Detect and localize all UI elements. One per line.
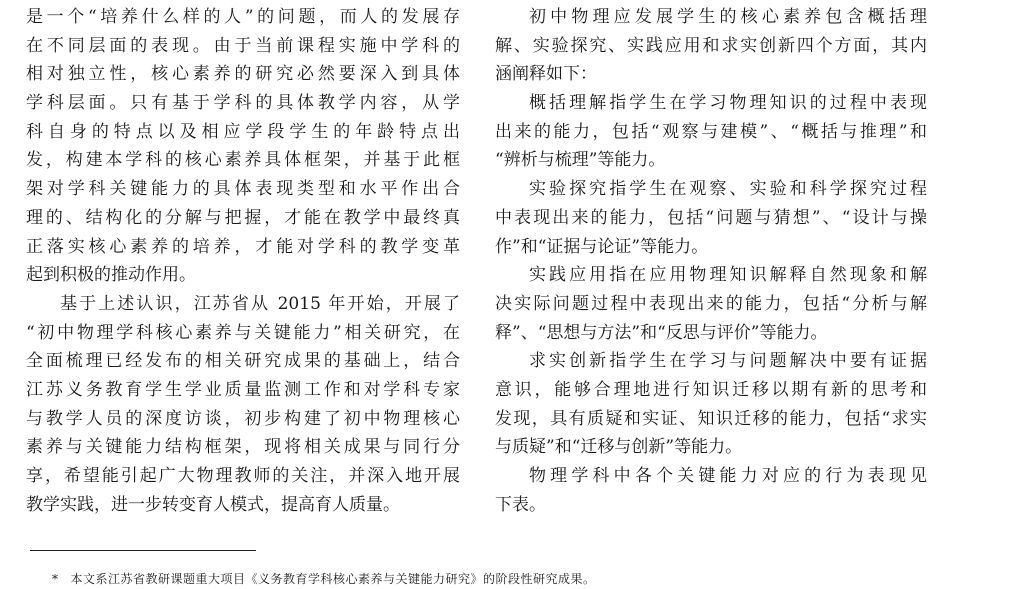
text-line: 实践应用指在应用物理知识解释自然现象和解 <box>529 265 927 286</box>
text-line: 作”和“证据与论证”等能力。 <box>495 236 709 257</box>
text-line: 理的、结构化的分解与把握，才能在教学中最终真 <box>26 207 460 228</box>
text-line: “初中物理学科核心素养与关键能力”相关研究，在 <box>26 322 460 343</box>
text-line: 科自身的特点以及相应学段学生的年龄特点出 <box>26 121 460 142</box>
text-line: “辨析与梳理”等能力。 <box>495 150 666 171</box>
text-line: 求实创新指学生在学习与问题解决中要有证据 <box>529 351 927 372</box>
text-line: 基于上述认识，江苏省从 2015 年开始，开展了 <box>60 293 460 314</box>
text-line: 涵阐释如下： <box>495 64 597 85</box>
footnote <box>52 571 596 587</box>
text-line: 发，构建本学科的核心素养具体框架，并基于此框 <box>26 150 460 171</box>
text-line: 释”、“思想与方法”和“反思与评价”等能力。 <box>495 322 828 343</box>
text-line: 享，希望能引起广大物理教师的关注，并深入地开展 <box>26 466 460 486</box>
text-line: 教学实践，进一步转变育人模式，提高育人质量。 <box>26 494 400 515</box>
text-line: 与质疑”和“迁移与创新”等能力。 <box>495 437 743 458</box>
text-line: 正落实核心素养的培养，才能对学科的教学变革 <box>26 236 460 257</box>
text-line: 出来的能力，包括“观察与建模”、“概括与推理”和 <box>495 121 927 142</box>
footnote-mark: * <box>52 572 59 586</box>
text-line: 决实际问题过程中表现出来的能力，包括“分析与解 <box>495 293 927 314</box>
text-line: 实验探究指学生在观察、实验和科学探究过程 <box>529 179 927 200</box>
text-line: 意识，能够合理地进行知识迁移以期有新的思考和 <box>495 379 927 400</box>
text-line: 发现，具有质疑和实证、知识迁移的能力，包括“求实 <box>495 408 927 429</box>
text-line: 与教学人员的深度访谈，初步构建了初中物理核心 <box>26 408 460 429</box>
text-line: 初中物理应发展学生的核心素养包含概括理 <box>529 7 927 27</box>
footnote-divider <box>30 550 256 551</box>
text-line: 素养与关键能力结构框架，现将相关成果与同行分 <box>26 437 460 458</box>
text-line: 概括理解指学生在学习物理知识的过程中表现 <box>529 93 927 114</box>
right-text-column <box>495 0 927 519</box>
left-text-column <box>26 0 460 519</box>
text-line: 解、实验探究、实践应用和求实创新四个方面，其内 <box>495 35 927 56</box>
text-line: 起到积极的推动作用。 <box>26 265 196 286</box>
text-line: 物理学科中各个关键能力对应的行为表现见 <box>529 466 927 486</box>
text-line: 学科层面。只有基于学科的具体教学内容，从学 <box>26 93 460 114</box>
text-line: 架对学科关键能力的具体表现类型和水平作出合 <box>26 179 460 200</box>
text-line: 江苏义务教育学生学业质量监测工作和对学科专家 <box>26 379 460 400</box>
text-line: 相对独立性，核心素养的研究必然要深入到具体 <box>26 64 460 85</box>
text-line: 是一个“培养什么样的人”的问题，而人的发展存 <box>26 7 460 27</box>
text-line: 下表。 <box>495 494 546 515</box>
text-line: 在不同层面的表现。由于当前课程实施中学科的 <box>26 35 460 56</box>
text-line: 中表现出来的能力，包括“问题与猜想”、“设计与操 <box>495 207 927 228</box>
text-line: 全面梳理已经发布的相关研究成果的基础上，结合 <box>26 351 460 372</box>
footnote-text: 本文系江苏省教研课题重大项目《义务教育学科核心素养与关键能力研究》的阶段性研究成果。 <box>70 572 596 586</box>
